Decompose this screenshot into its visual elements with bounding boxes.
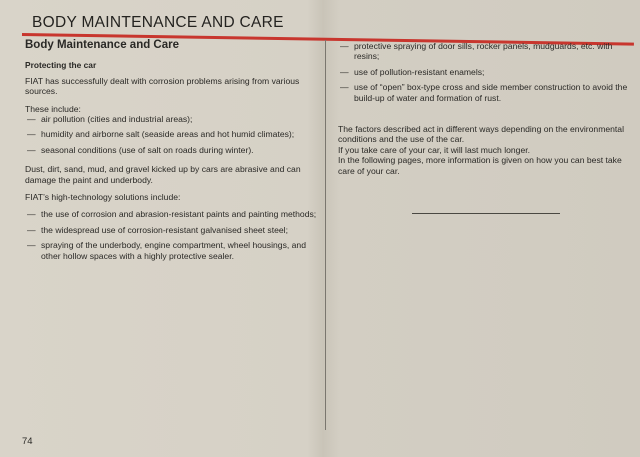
list-item: — protective spraying of door sills, rocker panels, mudguards, etc. with resins;: [340, 41, 613, 62]
list-item: — air pollution (cities and industrial areas);: [27, 114, 193, 125]
chapter-title: BODY MAINTENANCE AND CARE: [32, 14, 284, 31]
subheading-protecting: Protecting the car: [25, 60, 97, 71]
left-column: [25, 40, 321, 270]
intro-paragraph: FIAT has successfully dealt with corrosion problems arising from various sources.: [25, 75, 300, 97]
end-rule: [412, 213, 560, 214]
right-column: [338, 41, 634, 176]
threats-label: These include:: [25, 103, 81, 114]
list-item: — seasonal conditions (use of salt on roads during winter).: [27, 144, 254, 155]
list-item: — use of “open” box-type cross and side member construction to avoid the build-up of water and formation of rust.: [340, 82, 628, 103]
threats-list: [25, 114, 321, 155]
column-divider: [325, 40, 326, 430]
list-item: — humidity and airborne salt (seaside areas and hot humid climates);: [27, 129, 295, 140]
solutions-list-right: [338, 41, 634, 103]
list-item: — the use of corrosion and abrasion-resistant paints and painting methods;: [27, 209, 317, 220]
list-item: — use of pollution-resistant enamels;: [340, 66, 485, 77]
dust-paragraph: Dust, dirt, sand, mud, and gravel kicked up by cars are abrasive and can damage the paint and underbody.: [25, 164, 301, 185]
closing-factors: The factors described act in different ways depending on the environmental conditions and the use of the car.: [338, 124, 624, 145]
solutions-list-left: [25, 209, 321, 261]
page-number: 74: [22, 436, 33, 447]
solutions-label: FIAT’s high-technology solutions include:: [25, 192, 181, 203]
section-title: Body Maintenance and Care: [25, 39, 180, 51]
list-item: — the widespread use of corrosion-resistant galvanised sheet steel;: [27, 224, 288, 235]
closing-care: If you take care of your car, it will last much longer.: [338, 144, 531, 155]
list-item: — spraying of the underbody, engine compartment, wheel housings, and other hollow spaces with a highly protective sealer.: [27, 240, 306, 261]
closing-more-info: In the following pages, more information is given on how you can best take care of your car.: [338, 155, 622, 176]
